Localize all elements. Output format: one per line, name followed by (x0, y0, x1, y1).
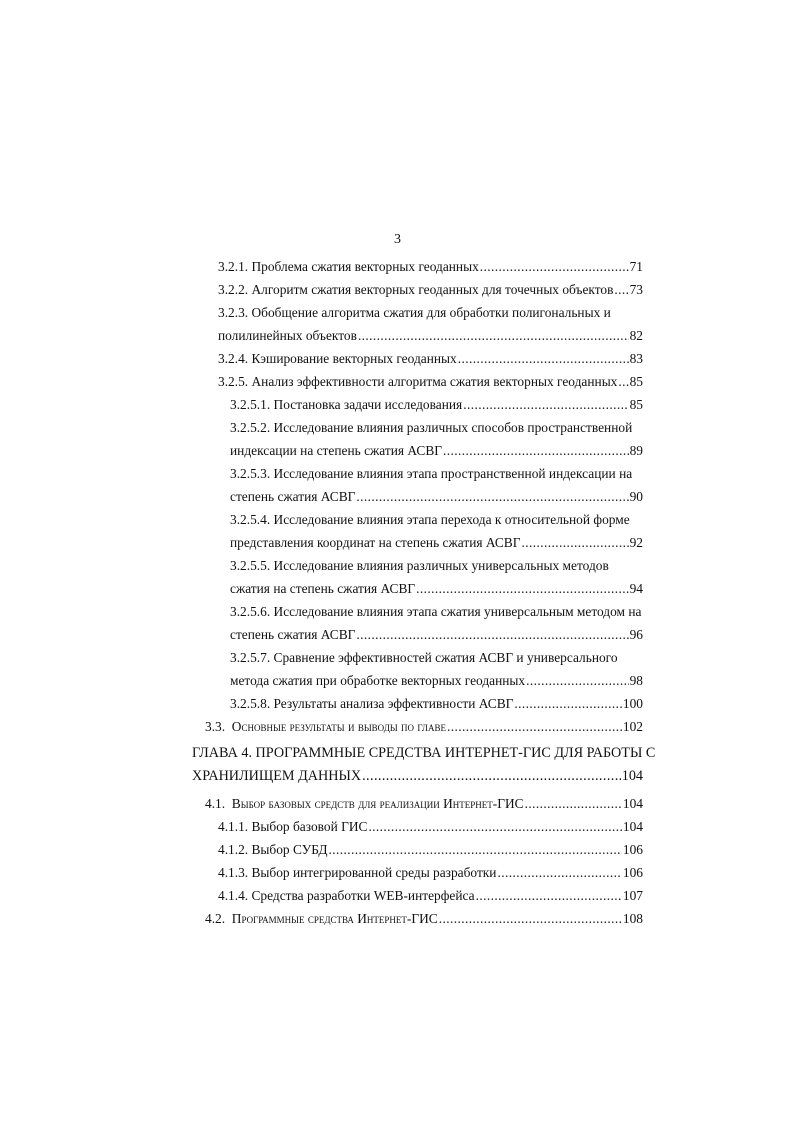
toc-entry[interactable] (230, 672, 643, 690)
toc-leader (614, 281, 628, 299)
toc-title-cont: представления координат на степень сжатия АСВГ (230, 535, 521, 550)
toc-entry[interactable] (205, 718, 643, 736)
toc-number: 3.2.5.2. (230, 420, 271, 435)
toc-title: Проблема сжатия векторных геоданных (251, 259, 479, 274)
toc-page: 73 (629, 282, 643, 297)
toc-page: 107 (622, 888, 643, 903)
toc-number: 4.1.4. (218, 888, 249, 903)
toc-page: 96 (629, 627, 643, 642)
toc-title: Исследование влияния этапа пространственной индексации на (273, 466, 633, 481)
toc-entry[interactable] (230, 396, 643, 414)
toc-title-cont: полилинейных объектов (218, 328, 357, 343)
toc-entry[interactable] (218, 841, 643, 859)
toc-leader (356, 488, 628, 506)
toc-entry[interactable] (218, 818, 643, 836)
toc-entry[interactable] (230, 488, 643, 506)
toc-page: 100 (622, 696, 643, 711)
toc-title-cont: сжатия на степень сжатия АСВГ (230, 581, 416, 596)
toc-number: 3.2.5.8. (230, 696, 271, 711)
toc-number: 3.2.1. (218, 259, 249, 274)
toc-page: 106 (622, 865, 643, 880)
toc-entry[interactable] (218, 327, 643, 345)
toc-page: 102 (622, 719, 643, 734)
toc-title: Сравнение эффективностей сжатия АСВГ и универсального (273, 650, 618, 665)
toc-title: Программные средства Интернет-ГИС (231, 911, 438, 926)
toc-title: Кэширование векторных геоданных (251, 351, 457, 366)
toc-entry-line1[interactable] (230, 557, 609, 575)
toc-title: Алгоритм сжатия векторных геоданных для точечных объектов (251, 282, 614, 297)
toc-title: Обобщение алгоритма сжатия для обработки полигональных и (251, 305, 611, 320)
toc-page: 85 (629, 374, 643, 389)
toc-entry[interactable] (205, 910, 643, 928)
toc-entry[interactable] (205, 795, 643, 813)
toc-title: Средства разработки WEB-интерфейса (251, 888, 475, 903)
toc-page: 104 (621, 768, 643, 784)
toc-entry[interactable] (230, 442, 643, 460)
toc-title: Исследование влияния различных универсальных методов (273, 558, 609, 573)
toc-leader (447, 718, 622, 736)
toc-entry-line1[interactable] (230, 465, 632, 483)
toc-page: 71 (629, 259, 643, 274)
toc-entry[interactable] (230, 626, 643, 644)
toc-page: 104 (622, 819, 643, 834)
toc-title-cont: степень сжатия АСВГ (230, 489, 356, 504)
toc-entry-line1[interactable] (230, 419, 632, 437)
toc-title: Анализ эффективности алгоритма сжатия векторных геоданных (251, 374, 618, 389)
toc-entry[interactable] (218, 350, 643, 368)
toc-title-cont: ХРАНИЛИЩЕМ ДАННЫХ (192, 768, 362, 784)
toc-leader (443, 442, 629, 460)
toc-entry[interactable] (218, 281, 643, 299)
toc-title: Постановка задачи исследования (273, 397, 463, 412)
toc-leader (476, 887, 622, 905)
toc-number: 4.1.2. (218, 842, 249, 857)
toc-leader (362, 767, 621, 785)
toc-entry-line1[interactable] (230, 649, 618, 667)
toc-entry[interactable] (230, 695, 643, 713)
toc-title: Исследование влияния этапа перехода к относительной форме (273, 512, 630, 527)
toc-title: Выбор СУБД (251, 842, 328, 857)
toc-number: 3.2.4. (218, 351, 249, 366)
toc-number: 3.2.2. (218, 282, 249, 297)
toc-number: 4.2. (205, 911, 226, 926)
toc-leader (358, 327, 629, 345)
toc-leader (439, 910, 622, 928)
toc-leader (329, 841, 622, 859)
toc-entry[interactable] (218, 258, 643, 276)
toc-title-cont: степень сжатия АСВГ (230, 627, 356, 642)
toc-number: 3.2.3. (218, 305, 249, 320)
toc-page: 85 (629, 397, 643, 412)
toc-number: 3.3. (205, 719, 226, 734)
toc-leader (618, 373, 628, 391)
toc-page: 92 (629, 535, 643, 550)
toc-number: 3.2.5.5. (230, 558, 271, 573)
toc-leader (458, 350, 629, 368)
toc-page: 94 (629, 581, 643, 596)
toc-title: Исследование влияния этапа сжатия универсальным методом на (273, 604, 642, 619)
toc-number: 3.2.5.4. (230, 512, 271, 527)
toc-number: 3.2.5.6. (230, 604, 271, 619)
toc-entry[interactable] (230, 580, 643, 598)
toc-title: Результаты анализа эффективности АСВГ (273, 696, 514, 711)
toc-chapter-line1[interactable]: ГЛАВА 4. ПРОГРАММНЫЕ СРЕДСТВА ИНТЕРНЕТ-ГИС ДЛЯ РАБОТЫ С (192, 745, 656, 761)
toc-leader (356, 626, 628, 644)
toc-leader (526, 672, 628, 690)
toc-leader (514, 695, 622, 713)
toc-leader (463, 396, 628, 414)
toc-leader (368, 818, 621, 836)
toc-page: 83 (629, 351, 643, 366)
toc-page: 104 (622, 796, 643, 811)
toc-page: 90 (629, 489, 643, 504)
toc-title-cont: индексации на степень сжатия АСВГ (230, 443, 443, 458)
toc-leader (497, 864, 621, 882)
toc-title-cont: метода сжатия при обработке векторных геоданных (230, 673, 526, 688)
toc-title: Исследование влияния различных способов пространственной (273, 420, 633, 435)
toc-number: 4.1.3. (218, 865, 249, 880)
toc-page: 98 (629, 673, 643, 688)
toc-page: 82 (629, 328, 643, 343)
toc-leader (525, 795, 622, 813)
toc-entry-line1[interactable] (230, 603, 642, 621)
toc-title: Выбор базовой ГИС (251, 819, 368, 834)
toc-entry-line1[interactable] (218, 304, 611, 322)
toc-page: 106 (622, 842, 643, 857)
toc-title: Выбор интегрированной среды разработки (251, 865, 497, 880)
toc-number: 3.2.5.1. (230, 397, 271, 412)
toc-number: 4.1.1. (218, 819, 249, 834)
toc-title: Выбор базовых средств для реализации Интернет-ГИС (231, 796, 524, 811)
toc-leader (416, 580, 628, 598)
toc-title: Основные результаты и выводы по главе (231, 719, 447, 734)
toc-leader (521, 534, 628, 552)
toc-chapter[interactable] (192, 767, 643, 785)
toc-number: 4.1. (205, 796, 226, 811)
toc-entry[interactable] (230, 534, 643, 552)
toc-entry[interactable] (218, 864, 643, 882)
toc-page: 89 (629, 443, 643, 458)
toc-page: 108 (622, 911, 643, 926)
toc-number: 3.2.5.3. (230, 466, 271, 481)
toc-entry[interactable] (218, 887, 643, 905)
toc-leader (480, 258, 629, 276)
toc-entry[interactable] (218, 373, 643, 391)
toc-number: 3.2.5.7. (230, 650, 271, 665)
toc-entry-line1[interactable] (230, 511, 630, 529)
page-number: 3 (394, 232, 401, 247)
toc-number: 3.2.5. (218, 374, 249, 389)
